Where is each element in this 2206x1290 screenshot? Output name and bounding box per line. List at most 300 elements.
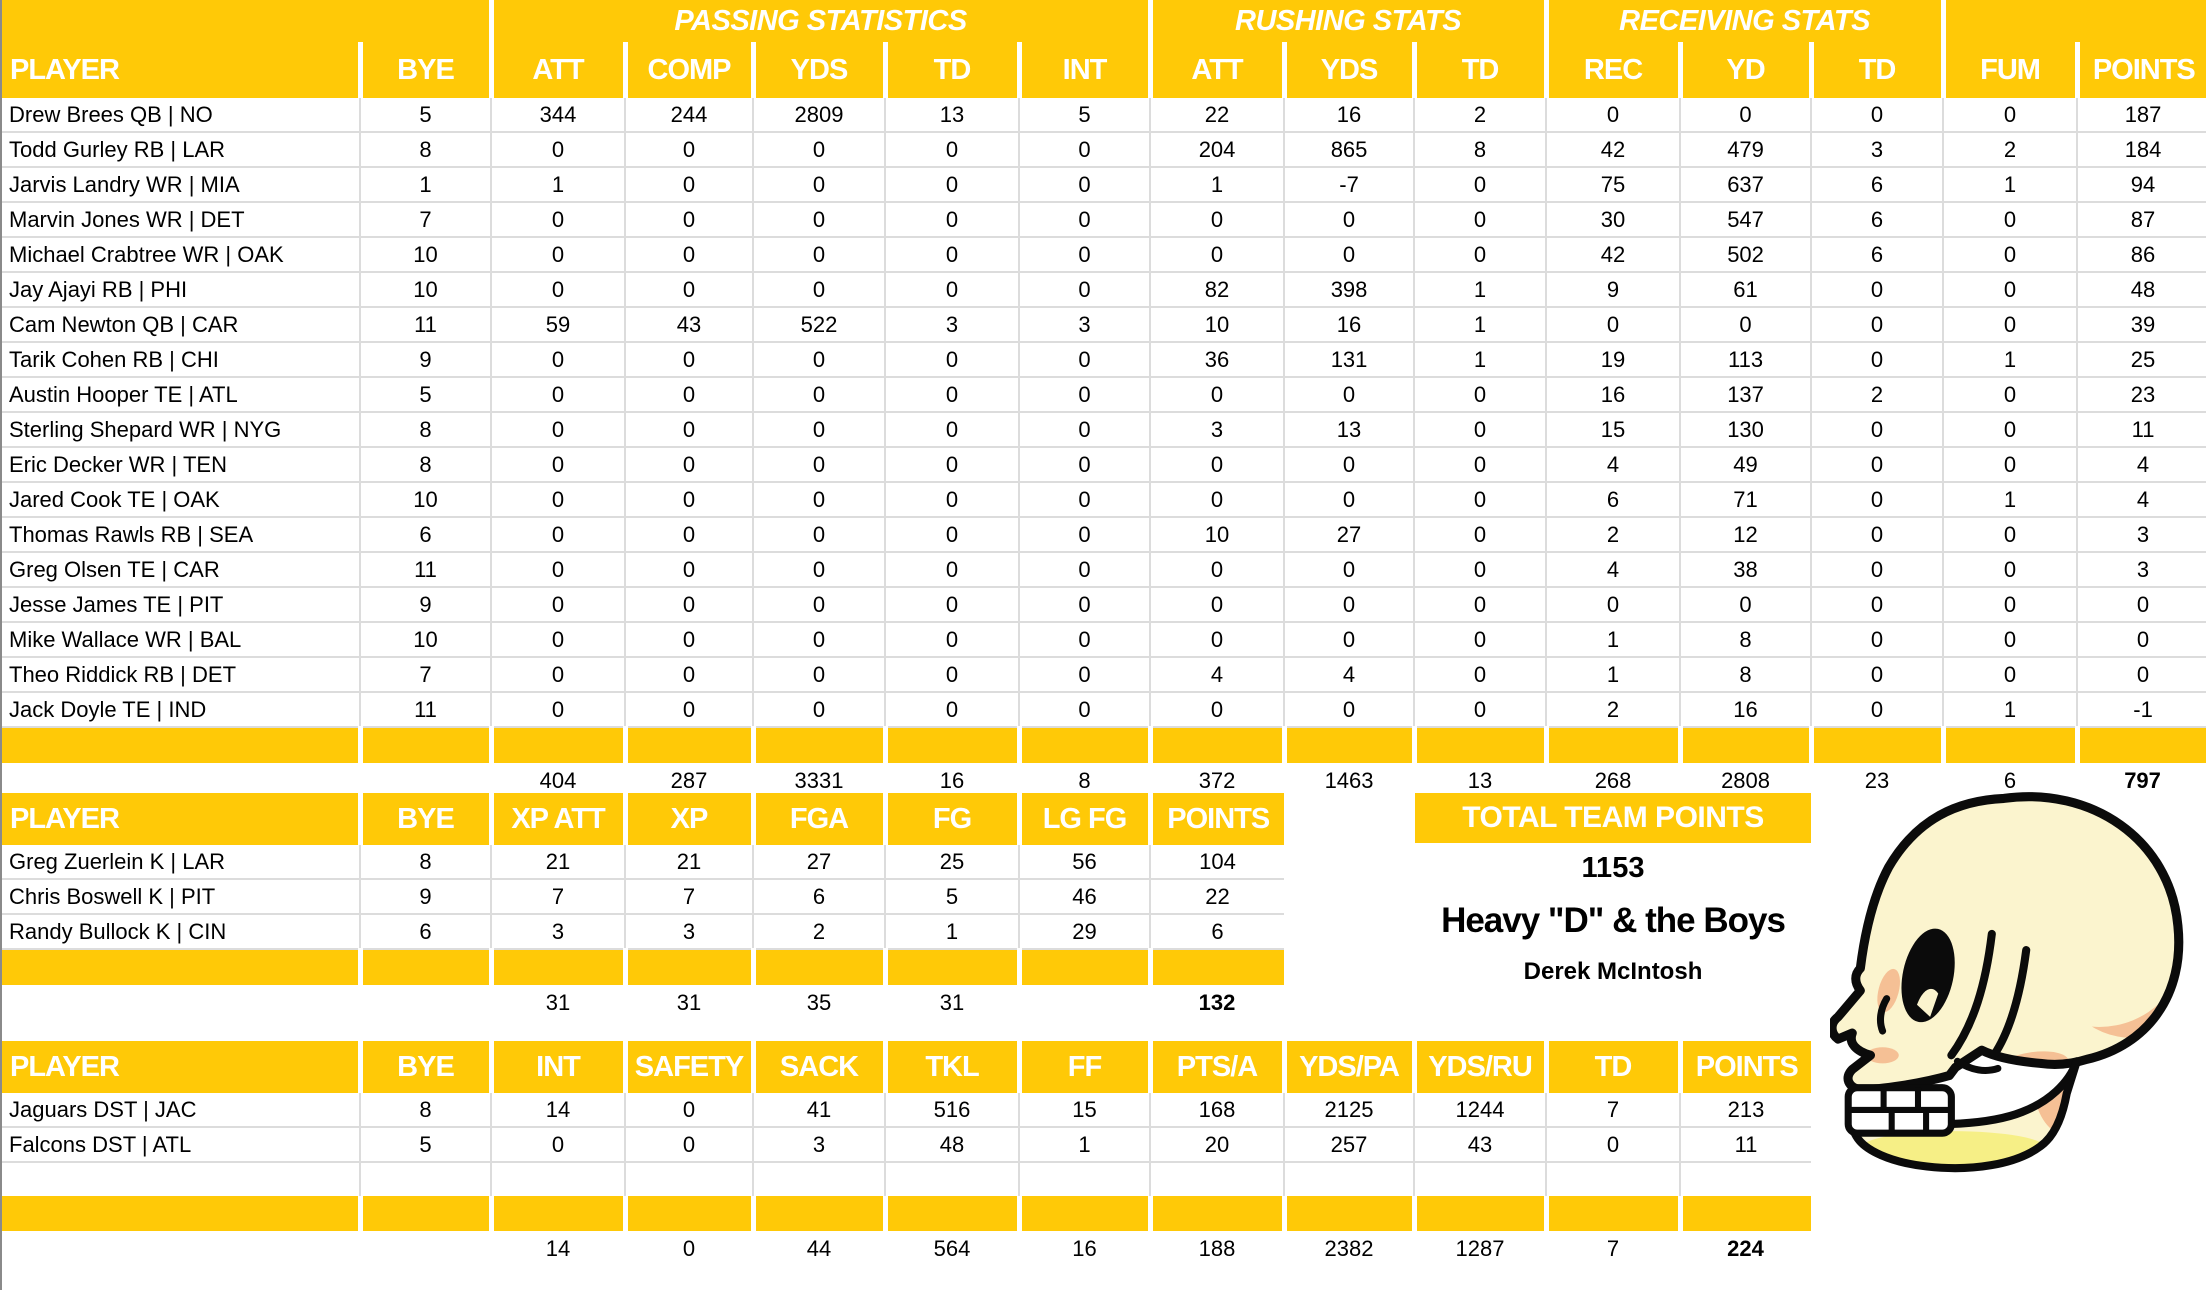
stat-cell: 865 bbox=[1284, 132, 1414, 167]
stat-cell: 0 bbox=[753, 202, 885, 237]
stat-cell: 3 bbox=[1150, 412, 1284, 447]
team-name: Heavy "D" & the Boys bbox=[1441, 901, 1785, 940]
separator-cell bbox=[1150, 727, 1284, 763]
stat-cell: 7 bbox=[1546, 1093, 1680, 1127]
stat-cell: 0 bbox=[1811, 98, 1943, 132]
player-cell: Mike Wallace WR | BAL bbox=[2, 622, 360, 657]
column-header-cell: FGA bbox=[753, 793, 885, 845]
stat-cell: 1 bbox=[1943, 167, 2077, 202]
total-cell: 31 bbox=[676, 990, 702, 1015]
stat-cell: 104 bbox=[1150, 845, 1284, 879]
stat-cell: 4 bbox=[1546, 552, 1680, 587]
stat-cell: 0 bbox=[753, 692, 885, 727]
stat-cell: 8 bbox=[360, 447, 491, 482]
table-row bbox=[2, 552, 2206, 587]
stat-cell: 0 bbox=[1284, 447, 1414, 482]
stat-cell: 5 bbox=[885, 879, 1019, 914]
stat-cell: 213 bbox=[1680, 1093, 1811, 1127]
player-cell: Michael Crabtree WR | OAK bbox=[2, 237, 360, 272]
table-row bbox=[2, 587, 2206, 622]
stat-cell: 0 bbox=[1811, 587, 1943, 622]
total-team-points-header bbox=[1415, 793, 1811, 843]
total-cell: 16 bbox=[1072, 1236, 1097, 1261]
stat-cell: 2 bbox=[1546, 517, 1680, 552]
stat-cell: 6 bbox=[360, 517, 491, 552]
stat-cell: 1 bbox=[1414, 307, 1546, 342]
stat-cell: 0 bbox=[625, 202, 753, 237]
separator-cell bbox=[1546, 1196, 1680, 1231]
table-row bbox=[2, 132, 2206, 167]
stat-cell: 0 bbox=[753, 657, 885, 692]
separator-cell bbox=[625, 1196, 753, 1231]
separator-cell bbox=[1414, 727, 1546, 763]
stat-cell: 0 bbox=[491, 237, 625, 272]
stat-cell: 0 bbox=[1284, 237, 1414, 272]
stat-cell: 0 bbox=[1019, 622, 1150, 657]
stat-cell: 0 bbox=[1943, 622, 2077, 657]
total-cell: 1287 bbox=[1455, 1236, 1505, 1261]
group-header-cell: RECEIVING STATS bbox=[1546, 0, 1943, 42]
total-cell: 287 bbox=[670, 768, 708, 793]
stat-cell: 41 bbox=[753, 1093, 885, 1127]
stat-cell: 0 bbox=[625, 342, 753, 377]
stat-cell: 0 bbox=[1019, 482, 1150, 517]
stat-cell: 131 bbox=[1284, 342, 1414, 377]
table-row bbox=[2, 98, 2206, 132]
stat-cell: 16 bbox=[1546, 377, 1680, 412]
stat-cell: 0 bbox=[1943, 377, 2077, 412]
separator-cell bbox=[885, 949, 1019, 985]
stat-cell: 61 bbox=[1680, 272, 1811, 307]
table-row bbox=[2, 202, 2206, 237]
total-cell: 31 bbox=[939, 990, 965, 1015]
stat-cell: 0 bbox=[1414, 657, 1546, 692]
stat-cell: 0 bbox=[753, 132, 885, 167]
stat-cell: 27 bbox=[1284, 517, 1414, 552]
stat-cell: 522 bbox=[753, 307, 885, 342]
stat-cell: 2 bbox=[1414, 98, 1546, 132]
stat-cell: 0 bbox=[2077, 587, 2206, 622]
total-cell: 797 bbox=[2124, 768, 2161, 793]
player-cell: Greg Zuerlein K | LAR bbox=[2, 845, 360, 879]
stat-cell: 5 bbox=[1019, 98, 1150, 132]
stat-cell: 0 bbox=[1284, 587, 1414, 622]
stat-cell: 16 bbox=[1284, 307, 1414, 342]
stat-cell: 0 bbox=[2077, 657, 2206, 692]
stat-cell: 6 bbox=[1150, 914, 1284, 949]
stat-cell: 637 bbox=[1680, 167, 1811, 202]
separator-cell bbox=[491, 727, 625, 763]
stat-cell: 0 bbox=[1019, 447, 1150, 482]
column-header-cell: PLAYER bbox=[2, 42, 360, 98]
stat-cell: 27 bbox=[753, 845, 885, 879]
group-header-cell: PASSING STATISTICS bbox=[491, 0, 1150, 42]
stat-cell: 0 bbox=[753, 587, 885, 622]
total-cell bbox=[2, 1231, 360, 1267]
stat-cell: 0 bbox=[1414, 552, 1546, 587]
separator-cell bbox=[753, 1196, 885, 1231]
stat-cell: 22 bbox=[1150, 879, 1284, 914]
stat-cell: 0 bbox=[885, 482, 1019, 517]
stat-cell: 49 bbox=[1680, 447, 1811, 482]
stat-cell: 0 bbox=[491, 517, 625, 552]
separator-cell bbox=[2, 1196, 360, 1231]
stat-cell: 1 bbox=[1019, 1127, 1150, 1162]
stat-cell: 8 bbox=[360, 132, 491, 167]
total-cell: 372 bbox=[1198, 768, 1236, 793]
stat-cell: 0 bbox=[1414, 167, 1546, 202]
stat-cell: 94 bbox=[2077, 167, 2206, 202]
stat-cell: 0 bbox=[1284, 692, 1414, 727]
stat-cell: 3 bbox=[1811, 132, 1943, 167]
totals-row bbox=[2, 1231, 1811, 1267]
player-cell: Jay Ajayi RB | PHI bbox=[2, 272, 360, 307]
column-header-cell: TD bbox=[1546, 1041, 1680, 1093]
table-row bbox=[2, 237, 2206, 272]
column-header-cell: BYE bbox=[360, 42, 491, 98]
stat-cell: 0 bbox=[1811, 307, 1943, 342]
stat-cell: 0 bbox=[885, 272, 1019, 307]
table-row bbox=[2, 692, 2206, 727]
stat-cell: 16 bbox=[1680, 692, 1811, 727]
stat-cell: 11 bbox=[2077, 412, 2206, 447]
stat-cell: 0 bbox=[491, 552, 625, 587]
table-row bbox=[2, 879, 1284, 914]
stat-cell: 0 bbox=[491, 1127, 625, 1162]
table-row bbox=[2, 482, 2206, 517]
separator-cell bbox=[491, 949, 625, 985]
column-header-cell: BYE bbox=[360, 793, 491, 845]
player-cell: Marvin Jones WR | DET bbox=[2, 202, 360, 237]
stat-cell: 0 bbox=[1150, 587, 1284, 622]
stat-cell: 59 bbox=[491, 307, 625, 342]
separator-cell bbox=[1019, 727, 1150, 763]
stat-cell: 8 bbox=[1414, 132, 1546, 167]
player-cell: Jarvis Landry WR | MIA bbox=[2, 167, 360, 202]
stat-cell: 0 bbox=[1019, 587, 1150, 622]
player-cell: Drew Brees QB | NO bbox=[2, 98, 360, 132]
stat-cell: 2 bbox=[1546, 692, 1680, 727]
separator-cell bbox=[1019, 1196, 1150, 1231]
stat-cell: 5 bbox=[360, 377, 491, 412]
stat-cell: 0 bbox=[1150, 552, 1284, 587]
stat-cell: 1 bbox=[491, 167, 625, 202]
stat-cell: 1 bbox=[1150, 167, 1284, 202]
stat-cell: 0 bbox=[1811, 657, 1943, 692]
stat-cell: 1 bbox=[1943, 482, 2077, 517]
stat-cell: 0 bbox=[1414, 622, 1546, 657]
stat-cell: 8 bbox=[1680, 657, 1811, 692]
column-header-cell: YDS/RU bbox=[1414, 1041, 1546, 1093]
stat-cell: 25 bbox=[2077, 342, 2206, 377]
stat-cell: 0 bbox=[1150, 237, 1284, 272]
stat-cell: 1 bbox=[360, 167, 491, 202]
stat-cell: 0 bbox=[1943, 587, 2077, 622]
column-header-cell: YDS bbox=[1284, 42, 1414, 98]
stat-cell: 0 bbox=[1943, 412, 2077, 447]
stat-cell: 0 bbox=[625, 1127, 753, 1162]
stat-cell: 0 bbox=[1414, 412, 1546, 447]
stat-cell: 0 bbox=[1546, 98, 1680, 132]
separator-cell bbox=[885, 1196, 1019, 1231]
player-cell: Eric Decker WR | TEN bbox=[2, 447, 360, 482]
stat-cell: 6 bbox=[360, 914, 491, 949]
stat-cell: 0 bbox=[625, 132, 753, 167]
stat-cell: 2125 bbox=[1284, 1093, 1414, 1127]
column-header-cell: ATT bbox=[491, 42, 625, 98]
stat-cell: 6 bbox=[1811, 202, 1943, 237]
stat-cell: 43 bbox=[1414, 1127, 1546, 1162]
stat-cell: 5 bbox=[360, 1127, 491, 1162]
stat-cell: 0 bbox=[1546, 307, 1680, 342]
stat-cell: 25 bbox=[885, 845, 1019, 879]
column-header-cell: TKL bbox=[885, 1041, 1019, 1093]
stat-cell: 0 bbox=[1811, 412, 1943, 447]
stat-cell: 0 bbox=[1019, 412, 1150, 447]
separator-row bbox=[2, 949, 1284, 985]
separator-cell bbox=[1284, 727, 1414, 763]
group-header-row bbox=[2, 0, 2206, 42]
stat-cell: 43 bbox=[625, 307, 753, 342]
stat-cell: 0 bbox=[491, 272, 625, 307]
stat-cell: 0 bbox=[491, 622, 625, 657]
total-cell bbox=[1019, 985, 1150, 1021]
stat-cell: 48 bbox=[885, 1127, 1019, 1162]
stat-cell: 6 bbox=[753, 879, 885, 914]
stat-cell: 0 bbox=[1680, 587, 1811, 622]
stat-cell: -1 bbox=[2077, 692, 2206, 727]
stat-cell: 0 bbox=[1811, 552, 1943, 587]
total-cell: 16 bbox=[939, 768, 965, 793]
separator-cell bbox=[1150, 1196, 1284, 1231]
table-row bbox=[2, 914, 1284, 949]
separator-cell bbox=[1284, 1196, 1414, 1231]
stat-cell: 8 bbox=[360, 412, 491, 447]
stat-cell: 71 bbox=[1680, 482, 1811, 517]
player-cell: Jaguars DST | JAC bbox=[2, 1093, 360, 1127]
column-header-cell: ATT bbox=[1150, 42, 1284, 98]
stat-cell: 0 bbox=[1284, 482, 1414, 517]
table-row bbox=[2, 377, 2206, 412]
stat-cell: 0 bbox=[1284, 202, 1414, 237]
stat-cell: 13 bbox=[1284, 412, 1414, 447]
stat-cell: 0 bbox=[1943, 307, 2077, 342]
table-row bbox=[2, 1093, 1811, 1127]
table-row bbox=[2, 517, 2206, 552]
stat-cell: 0 bbox=[1414, 587, 1546, 622]
column-header-cell: FF bbox=[1019, 1041, 1150, 1093]
stat-cell: 0 bbox=[491, 132, 625, 167]
stat-cell: 30 bbox=[1546, 202, 1680, 237]
separator-cell bbox=[360, 727, 491, 763]
column-header-cell: TD bbox=[885, 42, 1019, 98]
stat-cell: 0 bbox=[1414, 202, 1546, 237]
stat-cell: 4 bbox=[1546, 447, 1680, 482]
stat-cell: 9 bbox=[360, 587, 491, 622]
stat-cell: 38 bbox=[1680, 552, 1811, 587]
stat-cell: 82 bbox=[1150, 272, 1284, 307]
stat-cell: 75 bbox=[1546, 167, 1680, 202]
stat-cell: 0 bbox=[1811, 692, 1943, 727]
stat-cell: 0 bbox=[625, 482, 753, 517]
stat-cell: 11 bbox=[1680, 1127, 1811, 1162]
player-cell: Austin Hooper TE | ATL bbox=[2, 377, 360, 412]
stat-cell: 0 bbox=[1943, 447, 2077, 482]
total-cell: 2382 bbox=[1324, 1236, 1374, 1261]
stat-cell: 2 bbox=[1943, 132, 2077, 167]
total-team-points-label: TOTAL TEAM POINTS bbox=[1462, 801, 1764, 834]
stat-cell: 0 bbox=[625, 622, 753, 657]
table-row bbox=[2, 1127, 1811, 1162]
stat-cell: 3 bbox=[1019, 307, 1150, 342]
separator-cell bbox=[2, 727, 360, 763]
table-row bbox=[2, 845, 1284, 879]
stat-cell: 0 bbox=[625, 167, 753, 202]
total-cell: 14 bbox=[545, 1236, 571, 1261]
stat-cell: 1 bbox=[1546, 622, 1680, 657]
stat-cell: 0 bbox=[885, 202, 1019, 237]
player-cell: Jared Cook TE | OAK bbox=[2, 482, 360, 517]
stat-cell: 0 bbox=[1546, 587, 1680, 622]
table-row bbox=[2, 342, 2206, 377]
separator-cell bbox=[1019, 949, 1150, 985]
stat-cell: 0 bbox=[625, 587, 753, 622]
stat-cell: 1 bbox=[1943, 692, 2077, 727]
stat-cell: 48 bbox=[2077, 272, 2206, 307]
stat-cell: 9 bbox=[1546, 272, 1680, 307]
stat-cell: 2 bbox=[753, 914, 885, 949]
stat-cell: 56 bbox=[1019, 845, 1150, 879]
total-cell: 23 bbox=[1864, 768, 1890, 793]
player-cell: Jesse James TE | PIT bbox=[2, 587, 360, 622]
separator-cell bbox=[1546, 727, 1680, 763]
stat-cell: 0 bbox=[885, 587, 1019, 622]
table-row bbox=[2, 447, 2206, 482]
stat-cell: 0 bbox=[1414, 237, 1546, 272]
totals-row bbox=[2, 985, 1284, 1021]
stat-cell: 0 bbox=[885, 377, 1019, 412]
total-cell: 404 bbox=[539, 768, 577, 793]
stat-cell: 0 bbox=[1150, 622, 1284, 657]
stat-cell: 0 bbox=[1943, 272, 2077, 307]
total-cell: 268 bbox=[1594, 768, 1632, 793]
separator-cell bbox=[1943, 727, 2077, 763]
stat-cell: 0 bbox=[1414, 377, 1546, 412]
stat-cell: 3 bbox=[2077, 517, 2206, 552]
column-header-cell: FG bbox=[885, 793, 1019, 845]
total-cell: 44 bbox=[806, 1236, 832, 1261]
separator-cell bbox=[625, 727, 753, 763]
player-cell: Todd Gurley RB | LAR bbox=[2, 132, 360, 167]
stat-cell: 0 bbox=[1414, 447, 1546, 482]
stat-cell: 257 bbox=[1284, 1127, 1414, 1162]
stat-cell: 0 bbox=[1150, 692, 1284, 727]
stat-cell: 0 bbox=[1284, 377, 1414, 412]
table-row bbox=[2, 272, 2206, 307]
column-header-cell: YD bbox=[1680, 42, 1811, 98]
stat-cell: 10 bbox=[360, 482, 491, 517]
stat-cell: 0 bbox=[753, 517, 885, 552]
stat-cell: 1 bbox=[1414, 272, 1546, 307]
stat-cell: 547 bbox=[1680, 202, 1811, 237]
column-header-cell: TD bbox=[1811, 42, 1943, 98]
stat-cell: 4 bbox=[2077, 447, 2206, 482]
stat-cell: 0 bbox=[1943, 552, 2077, 587]
separator-row bbox=[2, 727, 2206, 763]
stat-cell: 6 bbox=[1811, 167, 1943, 202]
total-cell: 224 bbox=[1727, 1236, 1764, 1261]
stat-cell: 113 bbox=[1680, 342, 1811, 377]
stat-cell: 0 bbox=[1943, 98, 2077, 132]
stat-cell: 0 bbox=[491, 377, 625, 412]
stat-cell: 3 bbox=[753, 1127, 885, 1162]
column-header-cell: YDS bbox=[753, 42, 885, 98]
stat-cell: 0 bbox=[491, 447, 625, 482]
stat-cell: 0 bbox=[491, 202, 625, 237]
stat-cell: 0 bbox=[753, 342, 885, 377]
player-cell: Falcons DST | ATL bbox=[2, 1127, 360, 1162]
stat-cell: 0 bbox=[753, 272, 885, 307]
stat-cell: 0 bbox=[1284, 552, 1414, 587]
stat-cell: 0 bbox=[625, 657, 753, 692]
stat-cell: 168 bbox=[1150, 1093, 1284, 1127]
separator-cell bbox=[753, 949, 885, 985]
stat-cell: 516 bbox=[885, 1093, 1019, 1127]
column-header-cell: SACK bbox=[753, 1041, 885, 1093]
player-cell: Theo Riddick RB | DET bbox=[2, 657, 360, 692]
stat-cell: 0 bbox=[1811, 482, 1943, 517]
separator-cell bbox=[491, 1196, 625, 1231]
separator-cell bbox=[1811, 727, 1943, 763]
separator-row bbox=[2, 1196, 1811, 1231]
separator-cell bbox=[1414, 1196, 1546, 1231]
total-cell: 35 bbox=[806, 990, 832, 1015]
total-cell: 564 bbox=[933, 1236, 971, 1261]
stat-cell: 0 bbox=[885, 692, 1019, 727]
stat-cell: 1 bbox=[1943, 342, 2077, 377]
stat-cell: 3 bbox=[885, 307, 1019, 342]
total-cell: 188 bbox=[1198, 1236, 1236, 1261]
player-cell: Greg Olsen TE | CAR bbox=[2, 552, 360, 587]
stat-cell: 0 bbox=[1019, 167, 1150, 202]
separator-cell bbox=[2, 949, 360, 985]
player-cell: Sterling Shepard WR | NYG bbox=[2, 412, 360, 447]
stat-cell: 0 bbox=[625, 412, 753, 447]
stat-cell: 87 bbox=[2077, 202, 2206, 237]
column-header-row bbox=[2, 1041, 1811, 1093]
stat-cell: 3 bbox=[2077, 552, 2206, 587]
column-header-cell: FUM bbox=[1943, 42, 2077, 98]
stat-cell: 0 bbox=[491, 342, 625, 377]
column-header-cell: POINTS bbox=[1680, 1041, 1811, 1093]
stat-cell: 2809 bbox=[753, 98, 885, 132]
stat-cell: 7 bbox=[360, 657, 491, 692]
stat-cell: 0 bbox=[1414, 692, 1546, 727]
stat-cell: 0 bbox=[885, 237, 1019, 272]
stat-cell: 0 bbox=[625, 517, 753, 552]
team-owner-name: Derek McIntosh bbox=[1523, 958, 1703, 985]
stat-cell: 0 bbox=[491, 482, 625, 517]
stat-cell: 7 bbox=[491, 879, 625, 914]
stat-cell: 0 bbox=[1811, 272, 1943, 307]
blank-row bbox=[2, 1162, 1811, 1196]
column-header-cell: BYE bbox=[360, 1041, 491, 1093]
player-cell: Tarik Cohen RB | CHI bbox=[2, 342, 360, 377]
column-header-cell: REC bbox=[1546, 42, 1680, 98]
table-row bbox=[2, 307, 2206, 342]
stat-cell: 130 bbox=[1680, 412, 1811, 447]
stat-cell: 15 bbox=[1546, 412, 1680, 447]
